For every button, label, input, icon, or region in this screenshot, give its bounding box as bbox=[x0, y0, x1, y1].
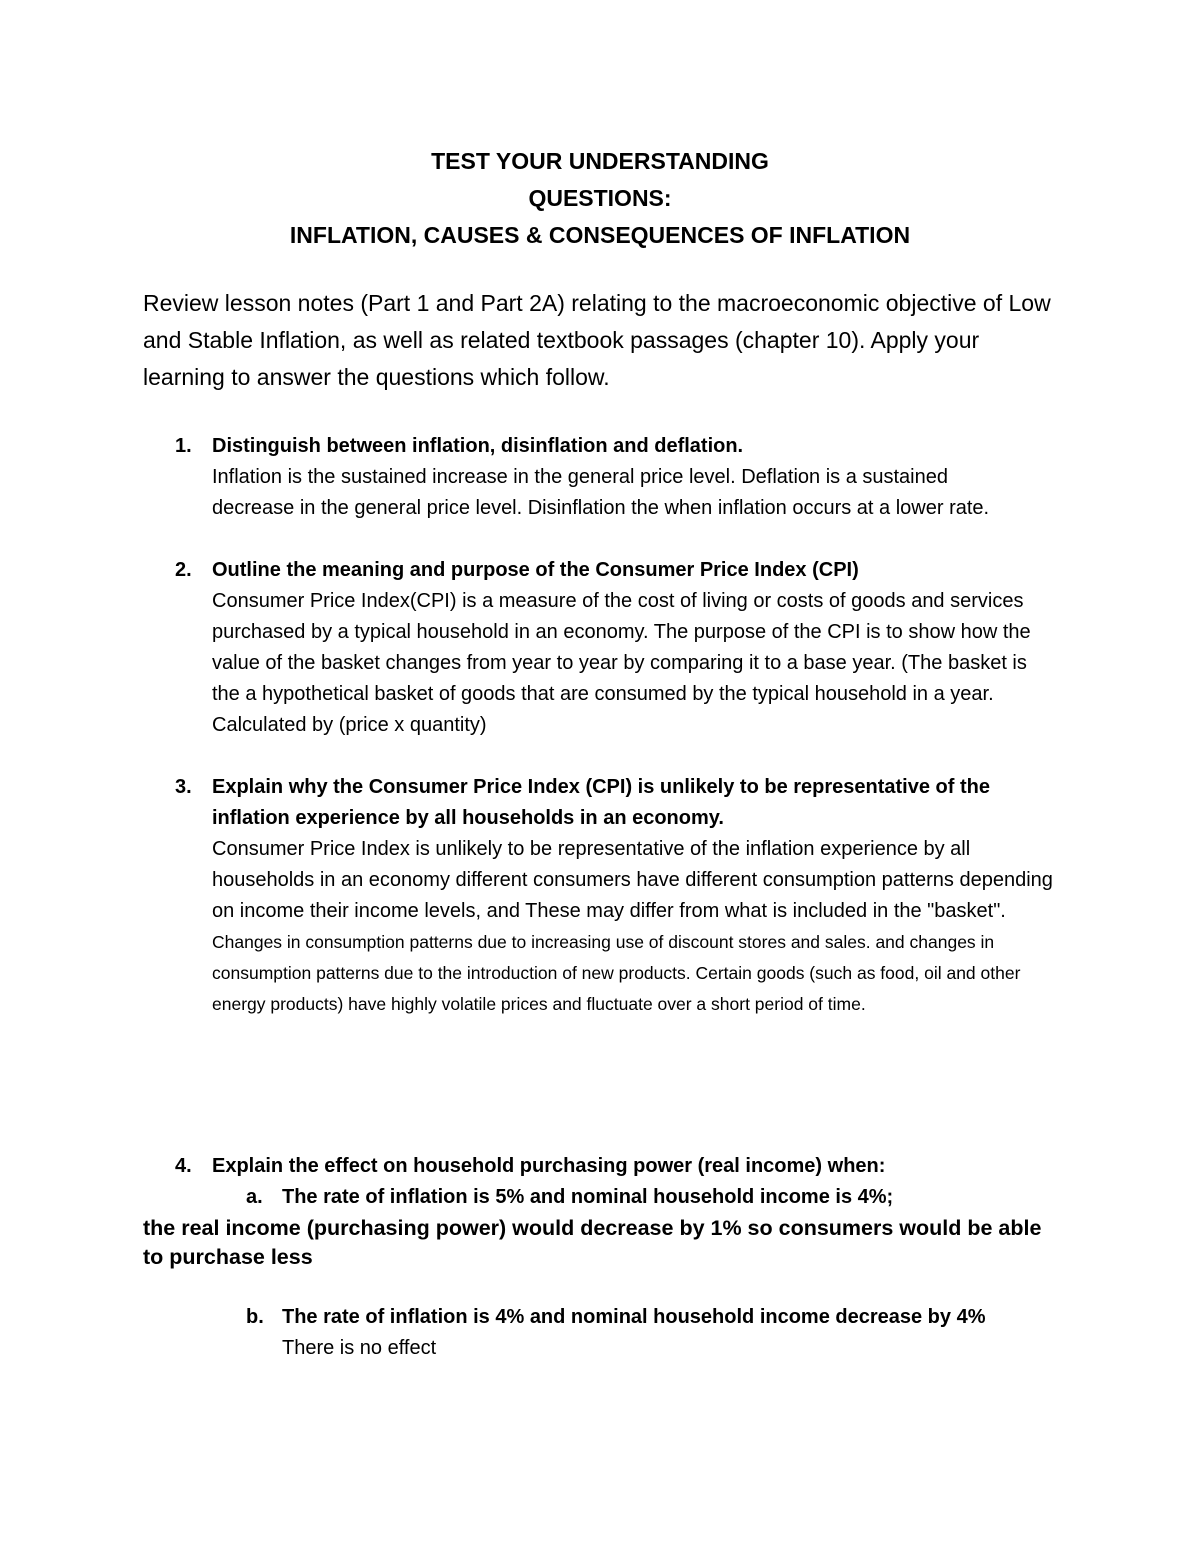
question-text: Explain the effect on household purchasing power (real income) when: bbox=[212, 1155, 886, 1177]
sub-question-label: b. bbox=[246, 1306, 264, 1328]
question-number: 1. bbox=[175, 435, 192, 457]
question-text: Explain why the Consumer Price Index (CPI) is unlikely to be representative of the inflation experience by all households in an economy. bbox=[212, 776, 990, 829]
document-title bbox=[0, 143, 1200, 254]
sub-question-text: The rate of inflation is 5% and nominal household income is 4%; bbox=[282, 1186, 894, 1208]
answer-text-small: Changes in consumption patterns due to increasing use of discount stores and sales. and changes in consumption patterns due to the introduction of new products. Certain goods (such as food, oil and other energy products) have highly volatile prices and fluctuate over a short period of time. bbox=[212, 932, 1021, 1014]
answer-4b: There is no effect bbox=[282, 1337, 437, 1359]
title-line-1: TEST YOUR UNDERSTANDING bbox=[431, 148, 769, 174]
question-1 bbox=[143, 431, 1083, 524]
question-text: Outline the meaning and purpose of the Consumer Price Index (CPI) bbox=[212, 559, 859, 581]
question-2 bbox=[143, 555, 1083, 741]
title-line-2: QUESTIONS: bbox=[528, 185, 672, 211]
question-number: 3. bbox=[175, 776, 192, 798]
question-text: Distinguish between inflation, disinflation and deflation. bbox=[212, 435, 744, 457]
sub-question-label: a. bbox=[246, 1186, 263, 1208]
answer-text: Consumer Price Index(CPI) is a measure of the cost of living or costs of goods and services purchased by a typical household in an economy. The purpose of the CPI is to show how the value of the basket changes from year to year by comparing it to a base year. (The basket is the a hypothetical basket of goods that are consumed by the typical household in a year. Calculated by (price x quantity) bbox=[212, 590, 1031, 736]
question-3 bbox=[143, 772, 1083, 1020]
question-number: 4. bbox=[175, 1155, 192, 1177]
title-line-3: INFLATION, CAUSES & CONSEQUENCES OF INFLATION bbox=[289, 222, 911, 248]
question-4 bbox=[143, 1151, 1083, 1182]
sub-question-text: The rate of inflation is 4% and nominal household income decrease by 4% bbox=[282, 1306, 986, 1328]
answer-4a: the real income (purchasing power) would decrease by 1% so consumers would be able to purchase less bbox=[143, 1216, 1042, 1269]
question-number: 2. bbox=[175, 559, 192, 581]
intro-paragraph: Review lesson notes (Part 1 and Part 2A) relating to the macroeconomic objective of Low and Stable Inflation, as well as related textbook passages (chapter 10). Apply your learning to answer the questions which follow. bbox=[143, 290, 1051, 390]
answer-text: Inflation is the sustained increase in the general price level. Deflation is a sustained decrease in the general price level. Disinflation the when inflation occurs at a lower rate. bbox=[212, 466, 990, 519]
question-4a bbox=[143, 1182, 1083, 1213]
question-4b bbox=[143, 1302, 1083, 1364]
answer-text: Consumer Price Index is unlikely to be representative of the inflation experience by all households in an economy different consumers have different consumption patterns depending on income their income levels, and These may differ from what is included in the "basket". bbox=[212, 838, 1053, 922]
